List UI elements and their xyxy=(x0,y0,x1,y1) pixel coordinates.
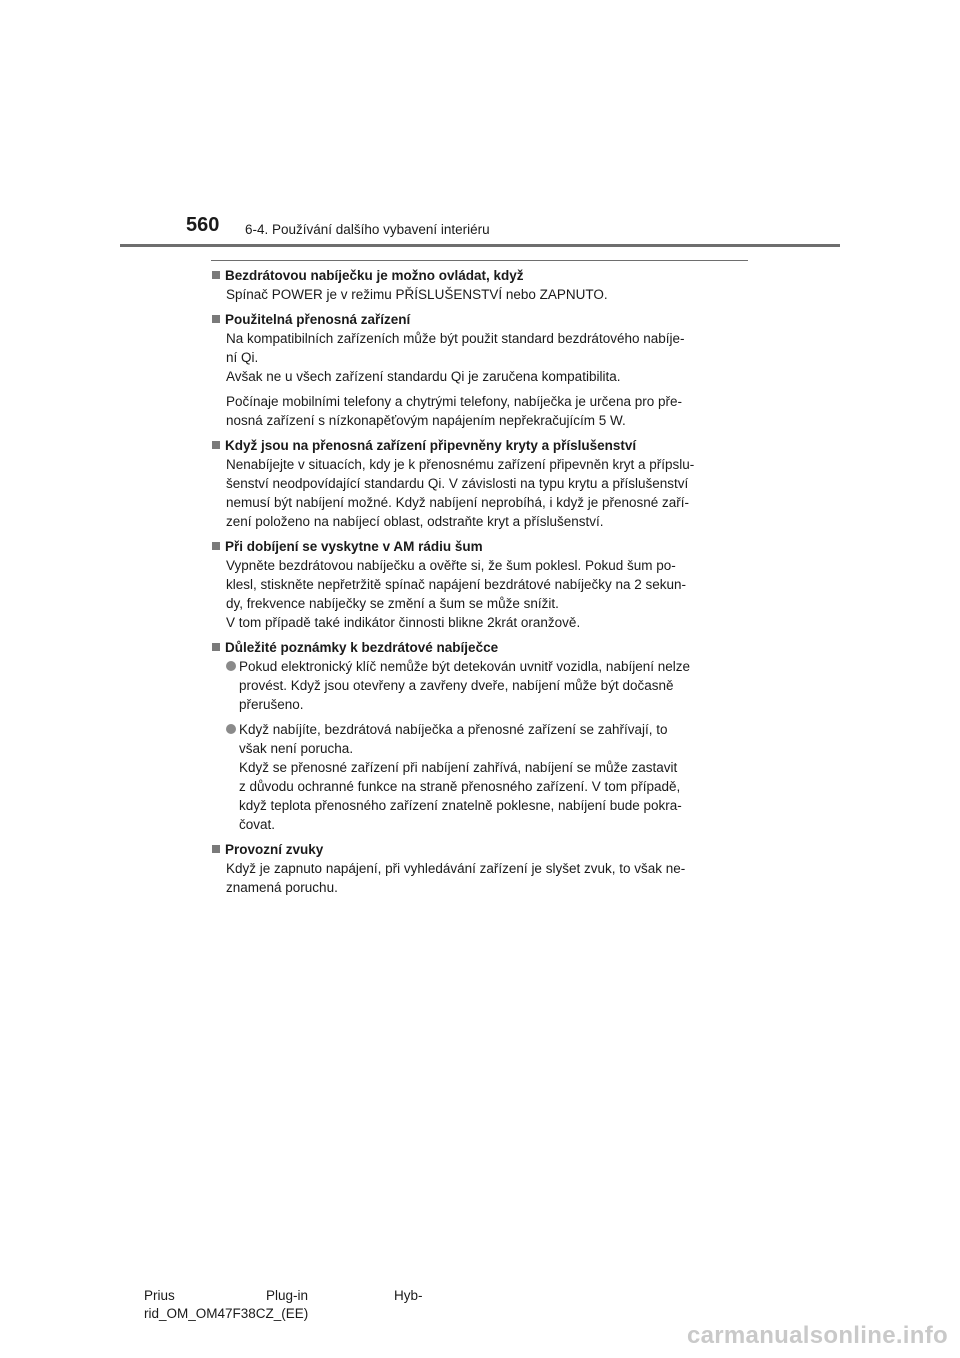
chapter-title: 6-4. Používání dalšího vybavení interiéru xyxy=(245,222,490,237)
section-sum xyxy=(212,537,748,632)
section-ovladani xyxy=(212,266,748,304)
section-zvuky xyxy=(212,840,748,897)
paragraph: Spínač POWER je v režimu PŘÍSLUŠENSTVÍ nebo ZAPNUTO. xyxy=(226,287,608,302)
watermark: carmanualsonline.info xyxy=(686,1322,948,1349)
section-heading xyxy=(212,310,748,329)
circle-bullet-icon xyxy=(226,724,236,734)
footer-type: Hyb- xyxy=(394,1288,423,1303)
section-heading-text: Provozní zvuky xyxy=(225,842,324,857)
paragraph: Když je zapnuto napájení, při vyhledávání zařízení je slyšet zvuk, to však ne- znamená poruchu. xyxy=(226,861,686,895)
paragraph: Vypněte bezdrátovou nabíječku a ověřte si, že šum poklesl. Pokud šum po- klesl, stiskněte nepřetržitě spínač napájení bezdrátové nabíječky na 2 sekun- dy, frekvence nabíječky se změní a šum se může snížit. V tom případě také indikátor činnosti blikne 2krát oranžově. xyxy=(226,558,687,630)
section-zarizeni xyxy=(212,310,748,430)
bullet-item xyxy=(226,720,748,834)
paragraph: Na kompatibilních zařízeních může být použit standard bezdrátového nabíje- ní Qi. Avšak ne u všech zařízení standardu Qi je zaručena kompatibilita. xyxy=(226,331,685,384)
paragraph: Počínaje mobilními telefony a chytrými telefony, nabíječka je určena pro pře- nosná zařízení s nízkonapěťovým napájením nepřekračujícím 5 W. xyxy=(226,394,682,428)
section-heading xyxy=(212,266,748,285)
square-bullet-icon xyxy=(212,441,220,449)
section-heading xyxy=(212,436,748,455)
section-heading xyxy=(212,840,748,859)
square-bullet-icon xyxy=(212,845,220,853)
square-bullet-icon xyxy=(212,315,220,323)
header-rule xyxy=(120,244,840,247)
section-poznamky xyxy=(212,638,748,834)
section-heading-text: Bezdrátovou nabíječku je možno ovládat, když xyxy=(225,268,524,283)
section-heading-text: Když jsou na přenosná zařízení připevněny kryty a příslušenství xyxy=(225,438,637,453)
square-bullet-icon xyxy=(212,542,220,550)
footer-code: rid_OM_OM47F38CZ_(EE) xyxy=(144,1306,309,1321)
footer-model: Prius xyxy=(144,1288,175,1303)
section-heading xyxy=(212,537,748,556)
bullet-item xyxy=(226,657,748,714)
circle-bullet-icon xyxy=(226,661,236,671)
footer-row xyxy=(144,1287,423,1305)
section-heading-text: Při dobíjení se vyskytne v AM rádiu šum xyxy=(225,539,483,554)
bullet-text: Když nabíjíte, bezdrátová nabíječka a přenosné zařízení se zahřívají, to však není porucha. Když se přenosné zařízení při nabíjení zahřívá, nabíjení se může zastavit z důvodu ochranné funkce na straně přenosného zařízení. V tom případě, když teplota přenosného zařízení znatelně poklesne, nabíjení bude pokra- čovat. xyxy=(239,722,682,832)
section-heading xyxy=(212,638,748,657)
bullet-text: Pokud elektronický klíč nemůže být detekován uvnitř vozidla, nabíjení nelze provést. Když jsou otevřeny a zavřeny dveře, nabíjení může být dočasně přerušeno. xyxy=(239,659,690,712)
paragraph: Nenabíjejte v situacích, kdy je k přenosnému zařízení připevněn kryt a přípslu- šenství neodpovídající standardu Qi. V závislosti na typu krytu a příslušenství nemusí být nabíjení možné. Když nabíjení neprobíhá, i když je přenosné zaří- zení položeno na nabíjecí oblast, odstraňte kryt a příslušenství. xyxy=(226,457,695,529)
square-bullet-icon xyxy=(212,643,220,651)
section-heading-text: Důležité poznámky k bezdrátové nabíječce xyxy=(225,640,499,655)
section-heading-text: Použitelná přenosná zařízení xyxy=(225,312,411,327)
content-top-rule xyxy=(211,260,748,261)
content-body xyxy=(212,266,748,903)
section-kryty xyxy=(212,436,748,531)
page-number: 560 xyxy=(186,214,220,236)
footer-variant: Plug-in xyxy=(266,1288,309,1303)
square-bullet-icon xyxy=(212,271,220,279)
footer-document-id xyxy=(144,1287,423,1323)
